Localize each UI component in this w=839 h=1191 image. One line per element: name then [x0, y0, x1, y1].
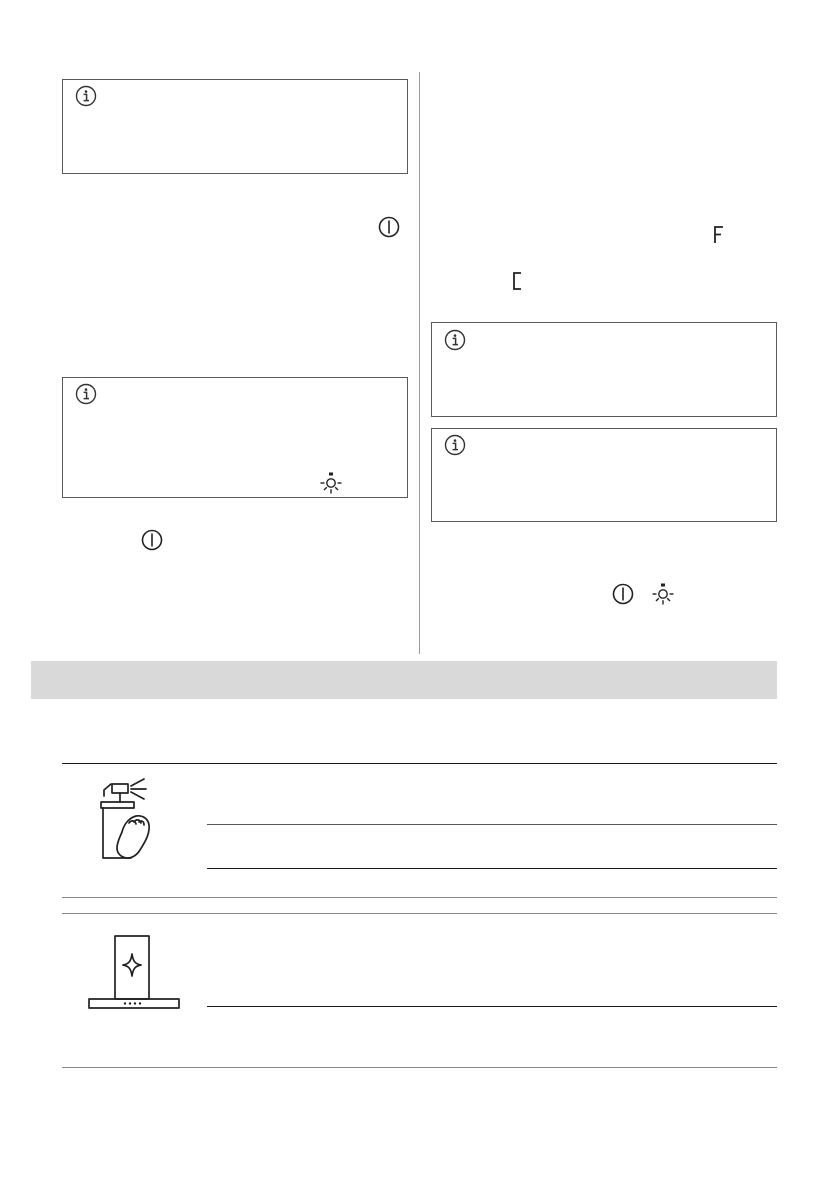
- light-icon: [651, 582, 675, 606]
- power-icon: [377, 215, 401, 239]
- info-icon: [444, 329, 466, 351]
- table-row-rule: [207, 868, 777, 869]
- table-group-rule: [62, 897, 777, 898]
- light-icon: [319, 471, 343, 495]
- power-icon: [611, 582, 635, 606]
- table-row-rule: [207, 1006, 777, 1007]
- info-icon: [75, 85, 97, 107]
- column-divider: [419, 72, 420, 654]
- display-c-symbol: [510, 271, 524, 291]
- display-f-symbol: [712, 225, 726, 245]
- info-icon: [75, 383, 97, 405]
- power-icon: [140, 528, 164, 552]
- info-note-left-2: [62, 377, 408, 498]
- info-note-left-1: [62, 79, 408, 174]
- table-top-rule: [62, 763, 777, 764]
- info-note-right-1: [431, 322, 777, 417]
- table-group-rule: [62, 913, 777, 914]
- info-icon: [444, 434, 466, 456]
- table-row-rule: [207, 824, 777, 825]
- cleaning-spray-icon: [98, 778, 158, 860]
- hood-shine-icon: [84, 934, 184, 1014]
- table-bottom-rule: [62, 1067, 777, 1068]
- info-note-right-2: [431, 428, 777, 522]
- section-heading-band: [31, 661, 777, 699]
